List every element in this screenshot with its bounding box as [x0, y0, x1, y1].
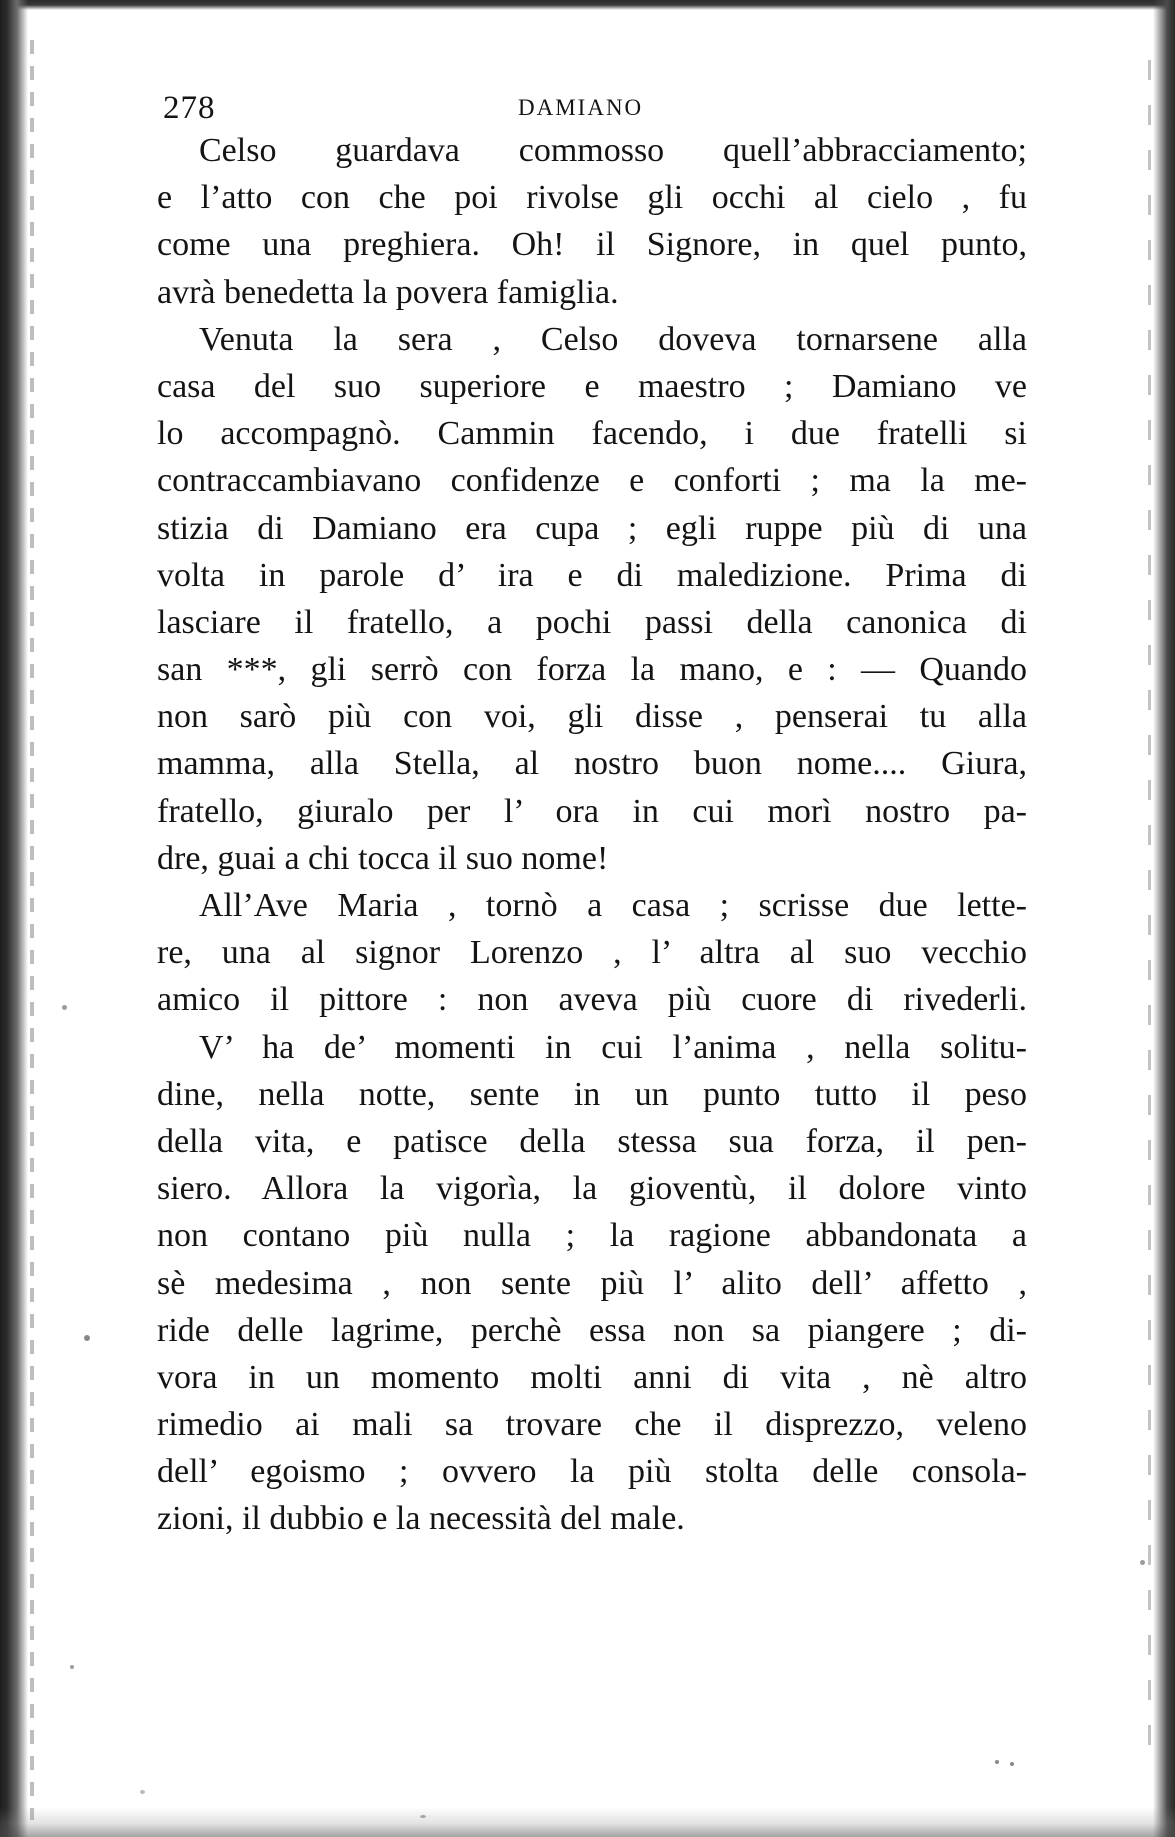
page-number: 278 [163, 90, 216, 126]
text-line: mamma, alla Stella, al nostro buon nome.... Giura, [157, 745, 1027, 783]
text-line: e l’atto con che poi rivolse gli occhi al cielo , fu [157, 179, 1027, 217]
text-line: re, una al signor Lorenzo , l’ altra al suo vecchio [157, 934, 1027, 972]
speck [62, 1005, 67, 1010]
text-line: non contano più nulla ; la ragione abbandonata a [157, 1217, 1027, 1255]
speck [84, 1335, 90, 1341]
text-line: amico il pittore : non aveva più cuore di rivederli. [157, 981, 1027, 1019]
speck [1140, 1560, 1145, 1565]
scan-edge-left [0, 0, 28, 1837]
speck [140, 1790, 145, 1794]
text-line: Venuta la sera , Celso doveva tornarsene alla [199, 320, 1027, 358]
speck [995, 1760, 999, 1764]
text-line: vora in un momento molti anni di vita , nè altro [157, 1358, 1027, 1396]
speck [70, 1665, 74, 1669]
text-line: zioni, il dubbio e la necessità del male. [157, 1500, 685, 1538]
scan-edge-top [0, 0, 1175, 10]
speck [420, 1815, 426, 1818]
text-line: V’ ha de’ momenti in cui l’anima , nella solitu- [199, 1028, 1027, 1066]
text-line: non sarò più con voi, gli disse , penserai tu alla [157, 698, 1027, 736]
text-line: come una preghiera. Oh! il Signore, in quel punto, [157, 226, 1027, 264]
text-line: ride delle lagrime, perchè essa non sa piangere ; di- [157, 1311, 1027, 1349]
scan-edge-right-texture [1148, 60, 1151, 1760]
text-line: avrà benedetta la povera famiglia. [157, 273, 619, 311]
text-line: dine, nella notte, sente in un punto tutto il peso [157, 1075, 1027, 1113]
text-line: dell’ egoismo ; ovvero la più stolta delle consola- [157, 1453, 1027, 1491]
text-line: stizia di Damiano era cupa ; egli ruppe più di una [157, 509, 1027, 547]
text-line: casa del suo superiore e maestro ; Damiano ve [157, 367, 1027, 405]
text-line: volta in parole d’ ira e di maledizione. Prima di [157, 556, 1027, 594]
body-text [157, 127, 1027, 1543]
running-title: DAMIANO [518, 95, 644, 120]
text-line: della vita, e patisce della stessa sua forza, il pen- [157, 1122, 1027, 1160]
scan-edge-bottom [0, 1807, 1175, 1837]
text-line: All’Ave Maria , tornò a casa ; scrisse due lette- [199, 887, 1027, 924]
text-line: sè medesima , non sente più l’ alito dell’ affetto , [157, 1264, 1027, 1302]
scan-edge-right [1153, 0, 1175, 1837]
text-line: dre, guai a chi tocca il suo nome! [157, 839, 609, 877]
speck [1010, 1762, 1014, 1766]
text-line: contraccambiavano confidenze e conforti ; ma la me- [157, 462, 1027, 500]
text-line: siero. Allora la vigorìa, la gioventù, il dolore vinto [157, 1170, 1027, 1208]
text-line: lasciare il fratello, a pochi passi della canonica di [157, 603, 1027, 641]
text-line: san ***, gli serrò con forza la mano, e : — Quando [157, 651, 1027, 689]
text-line: rimedio ai mali sa trovare che il disprezzo, veleno [157, 1406, 1027, 1444]
text-line: lo accompagnò. Cammin facendo, i due fratelli si [157, 415, 1027, 453]
text-line: Celso guardava commosso quell’abbracciamento; [199, 132, 1027, 169]
running-head [163, 88, 1018, 128]
text-line: fratello, giuralo per l’ ora in cui morì nostro pa- [157, 792, 1027, 830]
scan-edge-left-texture [30, 40, 34, 1820]
